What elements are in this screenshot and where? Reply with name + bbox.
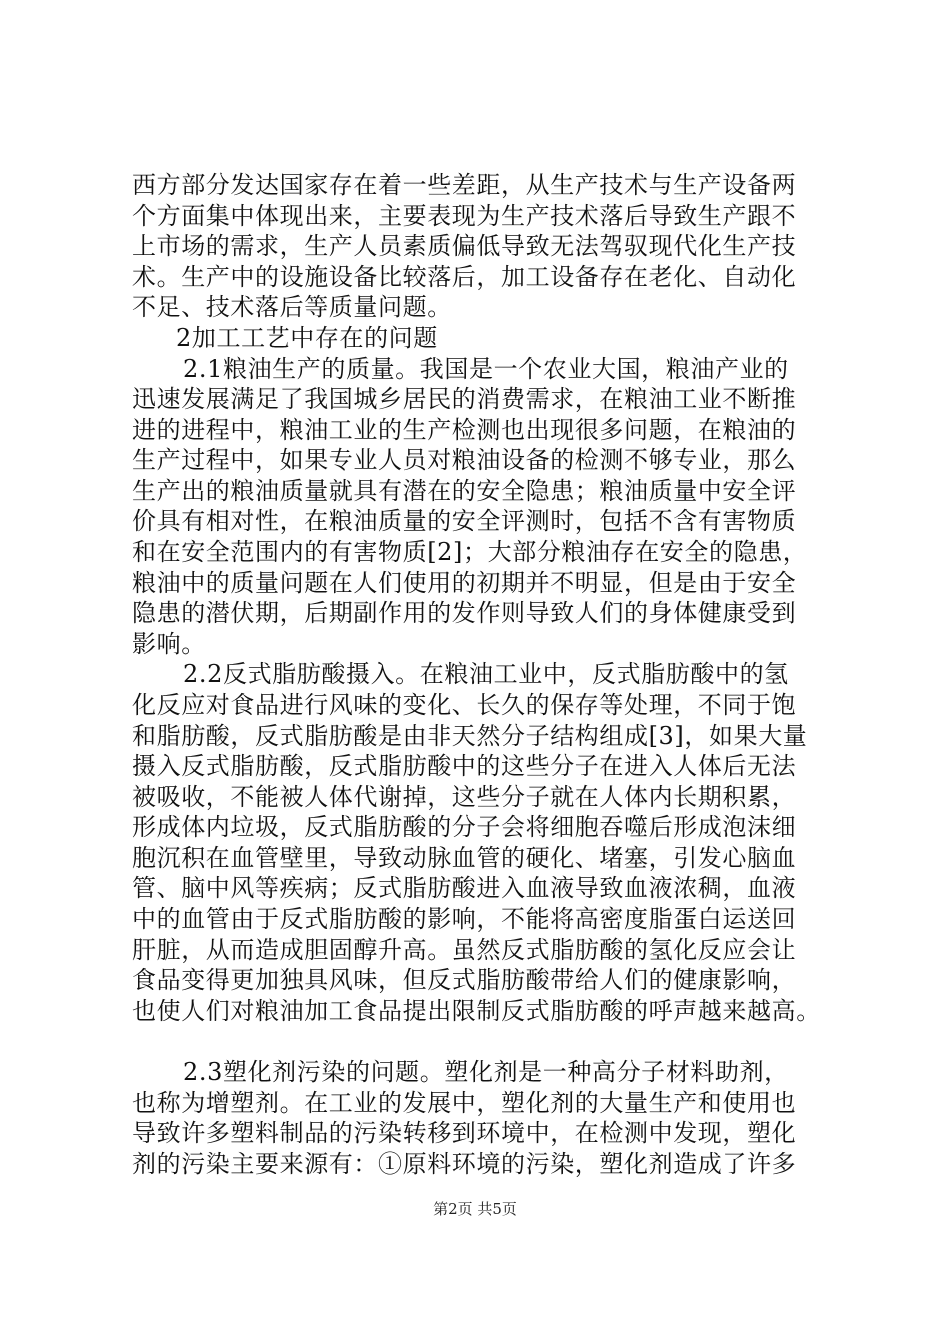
body-text-line: 进的进程中，粮油工业的生产检测也出现很多问题，在粮油的 [132, 416, 797, 444]
body-text-line: 个方面集中体现出来，主要表现为生产技术落后导致生产跟不 [132, 202, 797, 230]
body-text-line: 生产过程中，如果专业人员对粮油设备的检测不够专业，那么 [132, 446, 797, 474]
body-text-line: 术。生产中的设施设备比较落后，加工设备存在老化、自动化 [132, 263, 797, 291]
section-heading: 2加工工艺中存在的问题 [176, 324, 438, 352]
body-text-line: 管、脑中风等疾病；反式脂肪酸进入血液导致血液浓稠，血液 [132, 874, 797, 902]
body-text-line: 影响。 [132, 630, 206, 658]
body-text-line: 胞沉积在血管壁里，导致动脉血管的硬化、堵塞，引发心脑血 [132, 844, 797, 872]
body-text-line: 价具有相对性，在粮油质量的安全评测时，包括不含有害物质 [132, 507, 797, 535]
body-text-line: 西方部分发达国家存在着一些差距，从生产技术与生产设备两 [132, 171, 797, 199]
body-text-line: 被吸收，不能被人体代谢掉，这些分子就在人体内长期积累， [132, 783, 797, 811]
body-text-line: 也使人们对粮油加工食品提出限制反式脂肪酸的呼声越来越高。 [132, 997, 821, 1025]
body-text-line: 上市场的需求，生产人员素质偏低导致无法驾驭现代化生产技 [132, 232, 797, 260]
paragraph-first-line: 2.2反式脂肪酸摄入。在粮油工业中，反式脂肪酸中的氢 [183, 660, 789, 688]
body-text-line: 剂的污染主要来源有：①原料环境的污染，塑化剂造成了许多 [132, 1150, 797, 1178]
body-text-line: 肝脏，从而造成胆固醇升高。虽然反式脂肪酸的氢化反应会让 [132, 936, 797, 964]
body-text-line: 形成体内垃圾，反式脂肪酸的分子会将细胞吞噬后形成泡沫细 [132, 813, 797, 841]
body-text-line: 摄入反式脂肪酸，反式脂肪酸中的这些分子在进入人体后无法 [132, 752, 797, 780]
body-text-line: 不足、技术落后等质量问题。 [132, 293, 452, 321]
body-text-line: 也称为增塑剂。在工业的发展中，塑化剂的大量生产和使用也 [132, 1089, 797, 1117]
body-text-line: 隐患的潜伏期，后期副作用的发作则导致人们的身体健康受到 [132, 599, 797, 627]
body-text-line: 生产出的粮油质量就具有潜在的安全隐患；粮油质量中安全评 [132, 477, 797, 505]
body-text-line: 和在安全范围内的有害物质[2]；大部分粮油存在安全的隐患， [132, 538, 808, 566]
body-text-line: 粮油中的质量问题在人们使用的初期并不明显，但是由于安全 [132, 569, 797, 597]
body-text-line: 迅速发展满足了我国城乡居民的消费需求，在粮油工业不断推 [132, 385, 797, 413]
body-text-line: 化反应对食品进行风味的变化、长久的保存等处理，不同于饱 [132, 691, 797, 719]
body-text-line: 食品变得更加独具风味，但反式脂肪酸带给人们的健康影响， [132, 966, 797, 994]
body-text-line: 导致许多塑料制品的污染转移到环境中，在检测中发现，塑化 [132, 1119, 797, 1147]
body-text-line: 和脂肪酸，反式脂肪酸是由非天然分子结构组成[3]，如果大量 [132, 722, 808, 750]
page-number-footer: 第2页 共5页 [433, 1200, 517, 1218]
paragraph-first-line: 2.1粮油生产的质量。我国是一个农业大国，粮油产业的 [183, 355, 789, 383]
body-text-line: 中的血管由于反式脂肪酸的影响，不能将高密度脂蛋白运送回 [132, 905, 797, 933]
paragraph-first-line: 2.3塑化剂污染的问题。塑化剂是一种高分子材料助剂， [183, 1058, 789, 1086]
